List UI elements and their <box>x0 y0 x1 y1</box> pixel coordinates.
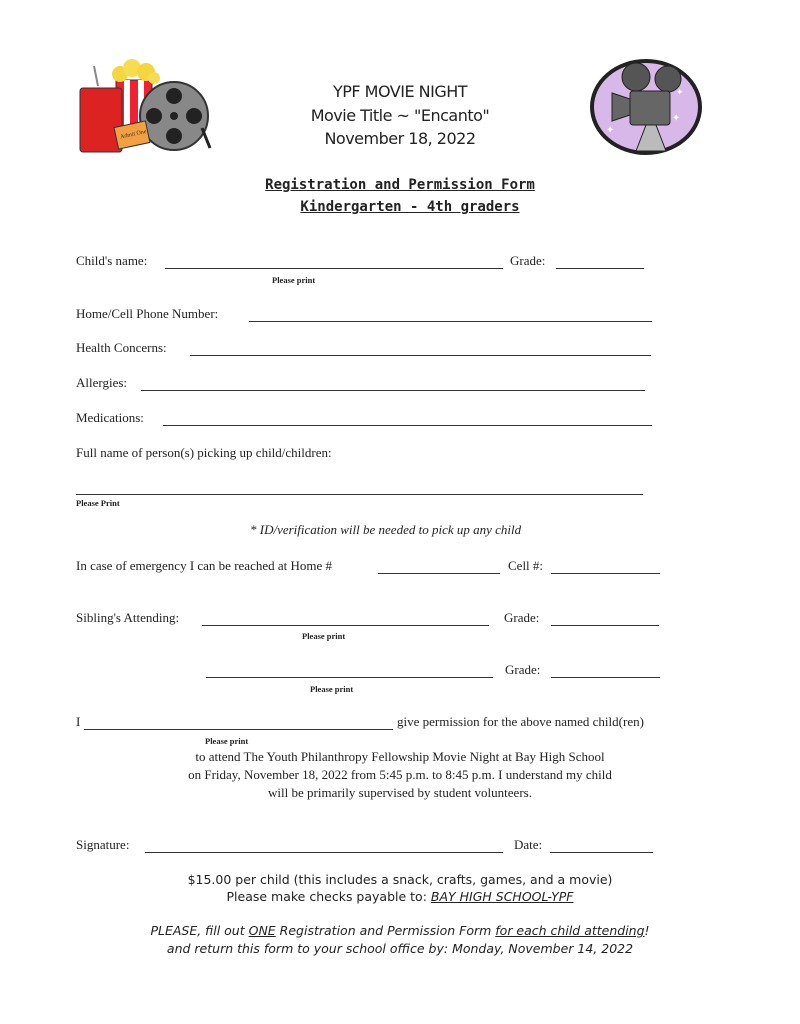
please-print-hint: Please print <box>302 631 346 641</box>
svg-text:✦: ✦ <box>606 125 615 136</box>
id-note: * ID/verification will be needed to pick up any child <box>250 522 522 537</box>
medications-field[interactable] <box>163 425 652 426</box>
sibling-1-grade-label: Grade: <box>504 610 540 625</box>
popcorn-film-reel-clipart <box>76 56 216 156</box>
event-date: November 18, 2022 <box>324 129 476 148</box>
phone-label: Home/Cell Phone Number: <box>76 306 219 321</box>
phone-field[interactable] <box>249 321 652 322</box>
grade-field[interactable] <box>556 268 644 269</box>
movie-camera-clipart <box>588 55 706 157</box>
please-print-hint: Please print <box>272 275 316 285</box>
instructions-line-2: and return this form to your school office by: Monday, November 14, 2022 <box>166 941 634 956</box>
cell-field[interactable] <box>551 573 660 574</box>
form-subtitle: Kindergarten - 4th graders <box>300 199 520 215</box>
please-print-hint: Please print <box>205 736 249 746</box>
emergency-label: In case of emergency I can be reached at Home # <box>76 558 333 573</box>
cell-label: Cell #: <box>508 558 544 573</box>
svg-text:✦: ✦ <box>672 113 681 124</box>
form-title: Registration and Permission Form <box>265 177 535 193</box>
sibling-1-grade-field[interactable] <box>551 625 659 626</box>
sibling-2-grade-field[interactable] <box>551 677 660 678</box>
home-phone-field[interactable] <box>378 573 500 574</box>
instr-part: ! <box>644 923 650 938</box>
movie-title: Movie Title ~ "Encanto" <box>310 106 490 125</box>
pickup-field[interactable] <box>76 494 643 495</box>
signature-field[interactable] <box>145 852 503 853</box>
date-field[interactable] <box>550 852 653 853</box>
checks-payable-text <box>80 888 720 905</box>
permission-line-2: on Friday, November 18, 2022 from 5:45 p.m. to 8:45 p.m. I understand my child <box>188 767 612 782</box>
medications-label: Medications: <box>76 410 144 425</box>
give-permission-text: give permission for the above named child(ren) <box>397 714 644 729</box>
instr-part: Registration and Permission Form <box>275 923 496 938</box>
signature-label: Signature: <box>76 837 130 852</box>
instr-part: PLEASE, fill out <box>150 923 249 938</box>
instr-each-child: for each child attending <box>495 923 645 938</box>
svg-text:Admit One: Admit One <box>119 128 148 141</box>
checks-payee: BAY HIGH SCHOOL-YPF <box>430 889 574 904</box>
sibling-1-field[interactable] <box>202 625 489 626</box>
permission-line-1: to attend The Youth Philanthropy Fellowship Movie Night at Bay High School <box>195 749 605 764</box>
instr-one: ONE <box>248 923 276 938</box>
parent-name-field[interactable] <box>84 729 393 730</box>
health-field[interactable] <box>190 355 651 356</box>
pickup-label: Full name of person(s) picking up child/children: <box>76 445 332 460</box>
health-label: Health Concerns: <box>76 340 167 355</box>
child-name-field[interactable] <box>165 268 503 269</box>
grade-label: Grade: <box>510 253 546 268</box>
sibling-2-field[interactable] <box>206 677 493 678</box>
allergies-label: Allergies: <box>76 375 128 390</box>
event-title: YPF MOVIE NIGHT <box>332 82 468 101</box>
please-print-hint: Please Print <box>76 498 120 508</box>
svg-text:✦: ✦ <box>676 87 684 97</box>
permission-line-3: will be primarily supervised by student volunteers. <box>268 785 532 800</box>
please-print-hint: Please print <box>310 684 354 694</box>
i-label: I <box>76 714 81 729</box>
instructions-line-1 <box>80 922 720 939</box>
allergies-field[interactable] <box>141 390 645 391</box>
sibling-label: Sibling's Attending: <box>76 610 180 625</box>
sibling-2-grade-label: Grade: <box>505 662 541 677</box>
date-label: Date: <box>514 837 543 852</box>
price-text: $15.00 per child (this includes a snack, crafts, games, and a movie) <box>187 872 613 887</box>
child-name-label: Child's name: <box>76 253 148 268</box>
checks-prefix: Please make checks payable to: <box>226 889 431 904</box>
